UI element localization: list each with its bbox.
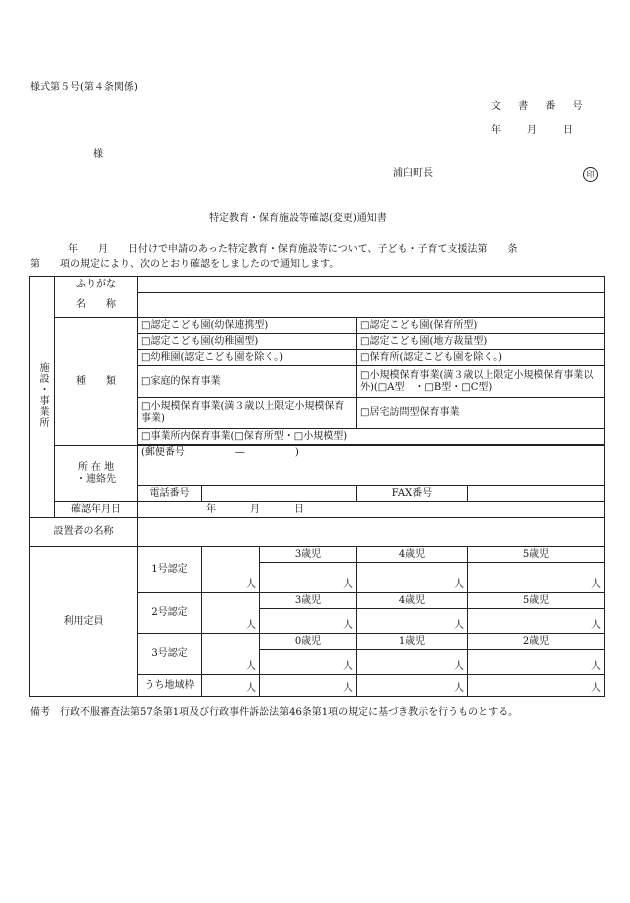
lead-line-1: 年 月 日付けで申請のあった特定教育・保育施設等について、子ども・子育て支援法第 条 <box>68 244 518 255</box>
postal-code-field[interactable]: (郵便番号 — ) <box>138 446 605 486</box>
cert-2-total-field[interactable]: 人 <box>202 593 260 634</box>
cert-3-age2-label: 2歳児 <box>468 634 605 650</box>
cert-2-age3-field[interactable]: 人 <box>260 609 357 634</box>
cert-3-age1-label: 1歳児 <box>357 634 468 650</box>
remarks-note: 備考 行政不服審査法第57条第1項及び行政事件訴訟法第46条第1項の規定に基づき教示を行うものとする。 <box>30 707 519 718</box>
cert-1-age5-label: 5歳児 <box>468 547 605 563</box>
furigana-label: ふりがな <box>55 277 138 293</box>
cert-1-total-field[interactable]: 人 <box>202 547 260 593</box>
type-option-9[interactable]: □小規模保育事業(満３歳以上限定小規模保育事業) <box>138 398 357 429</box>
facility-side-label: 施設・事業所 <box>30 277 55 518</box>
cert-1-age3-field[interactable]: 人 <box>260 563 357 593</box>
type-option-8[interactable]: □小規模保育事業(満３歳以上限定小規模保育事業以外)(□A型 ・□B型・□C型) <box>357 366 605 398</box>
regional-col-2-field[interactable]: 人 <box>357 675 468 697</box>
fax-field[interactable] <box>468 486 605 502</box>
address-label: 所 在 地 ・連絡先 <box>55 446 138 502</box>
phone-label: 電話番号 <box>138 486 202 502</box>
cert-3-total-field[interactable]: 人 <box>202 634 260 675</box>
confirm-date-field[interactable]: 年 月 日 <box>138 502 605 518</box>
name-field[interactable] <box>138 293 605 318</box>
cert-3-age1-field[interactable]: 人 <box>357 650 468 675</box>
cert-3-label: 3号認定 <box>138 634 202 675</box>
type-option-7[interactable]: □家庭的保育事業 <box>138 366 357 398</box>
issue-date-label: 年 月 日 <box>491 125 575 136</box>
confirm-date-label: 確認年月日 <box>55 502 138 518</box>
type-option-11[interactable]: □事業所内保育事業(□保育所型・□小規模型) <box>138 429 605 445</box>
addressee-suffix: 様 <box>93 149 103 160</box>
form-number-label: 様式第５号(第４条関係) <box>30 82 138 93</box>
fax-label: FAX番号 <box>357 486 468 502</box>
furigana-field[interactable] <box>138 277 605 293</box>
type-option-4[interactable]: □認定こども園(地方裁量型) <box>357 334 605 350</box>
cert-1-label: 1号認定 <box>138 547 202 593</box>
cert-1-age4-label: 4歳児 <box>357 547 468 563</box>
cert-2-age4-field[interactable]: 人 <box>357 609 468 634</box>
type-option-3[interactable]: □認定こども園(幼稚園型) <box>138 334 357 350</box>
regional-total-field[interactable]: 人 <box>202 675 260 697</box>
cert-1-age5-field[interactable]: 人 <box>468 563 605 593</box>
lead-paragraph <box>30 242 604 272</box>
cert-3-age0-label: 0歳児 <box>260 634 357 650</box>
establisher-label: 設置者の名称 <box>30 518 138 547</box>
regional-quota-label: うち地域枠 <box>138 675 202 697</box>
cert-1-age4-field[interactable]: 人 <box>357 563 468 593</box>
cert-2-label: 2号認定 <box>138 593 202 634</box>
establisher-field[interactable] <box>138 518 605 547</box>
seal-mark: 印 <box>583 167 598 182</box>
confirmation-table <box>29 276 605 697</box>
name-label: 名 称 <box>55 293 138 318</box>
document-number-label: 文 書 番 号 <box>491 101 590 112</box>
cert-2-age3-label: 3歳児 <box>260 593 357 609</box>
lead-line-2: 第 項の規定により、次のとおり確認をしましたので通知します。 <box>30 259 340 270</box>
type-option-5[interactable]: □幼稚園(認定こども園を除く。) <box>138 350 357 366</box>
type-option-10[interactable]: □居宅訪問型保育事業 <box>357 398 605 429</box>
capacity-label: 利用定員 <box>30 547 138 697</box>
cert-2-age5-label: 5歳児 <box>468 593 605 609</box>
phone-field[interactable] <box>202 486 357 502</box>
cert-3-age0-field[interactable]: 人 <box>260 650 357 675</box>
cert-2-age4-label: 4歳児 <box>357 593 468 609</box>
cert-3-age2-field[interactable]: 人 <box>468 650 605 675</box>
regional-col-1-field[interactable]: 人 <box>260 675 357 697</box>
type-option-1[interactable]: □認定こども園(幼保連携型) <box>138 318 357 334</box>
regional-col-3-field[interactable]: 人 <box>468 675 605 697</box>
type-option-2[interactable]: □認定こども園(保育所型) <box>357 318 605 334</box>
document-title: 特定教育・保育施設等確認(変更)通知書 <box>209 213 387 224</box>
type-option-6[interactable]: □保育所(認定こども園を除く。) <box>357 350 605 366</box>
issuer-name: 浦臼町長 <box>393 168 433 179</box>
cert-1-age3-label: 3歳児 <box>260 547 357 563</box>
type-label: 種 類 <box>55 318 138 446</box>
cert-2-age5-field[interactable]: 人 <box>468 609 605 634</box>
